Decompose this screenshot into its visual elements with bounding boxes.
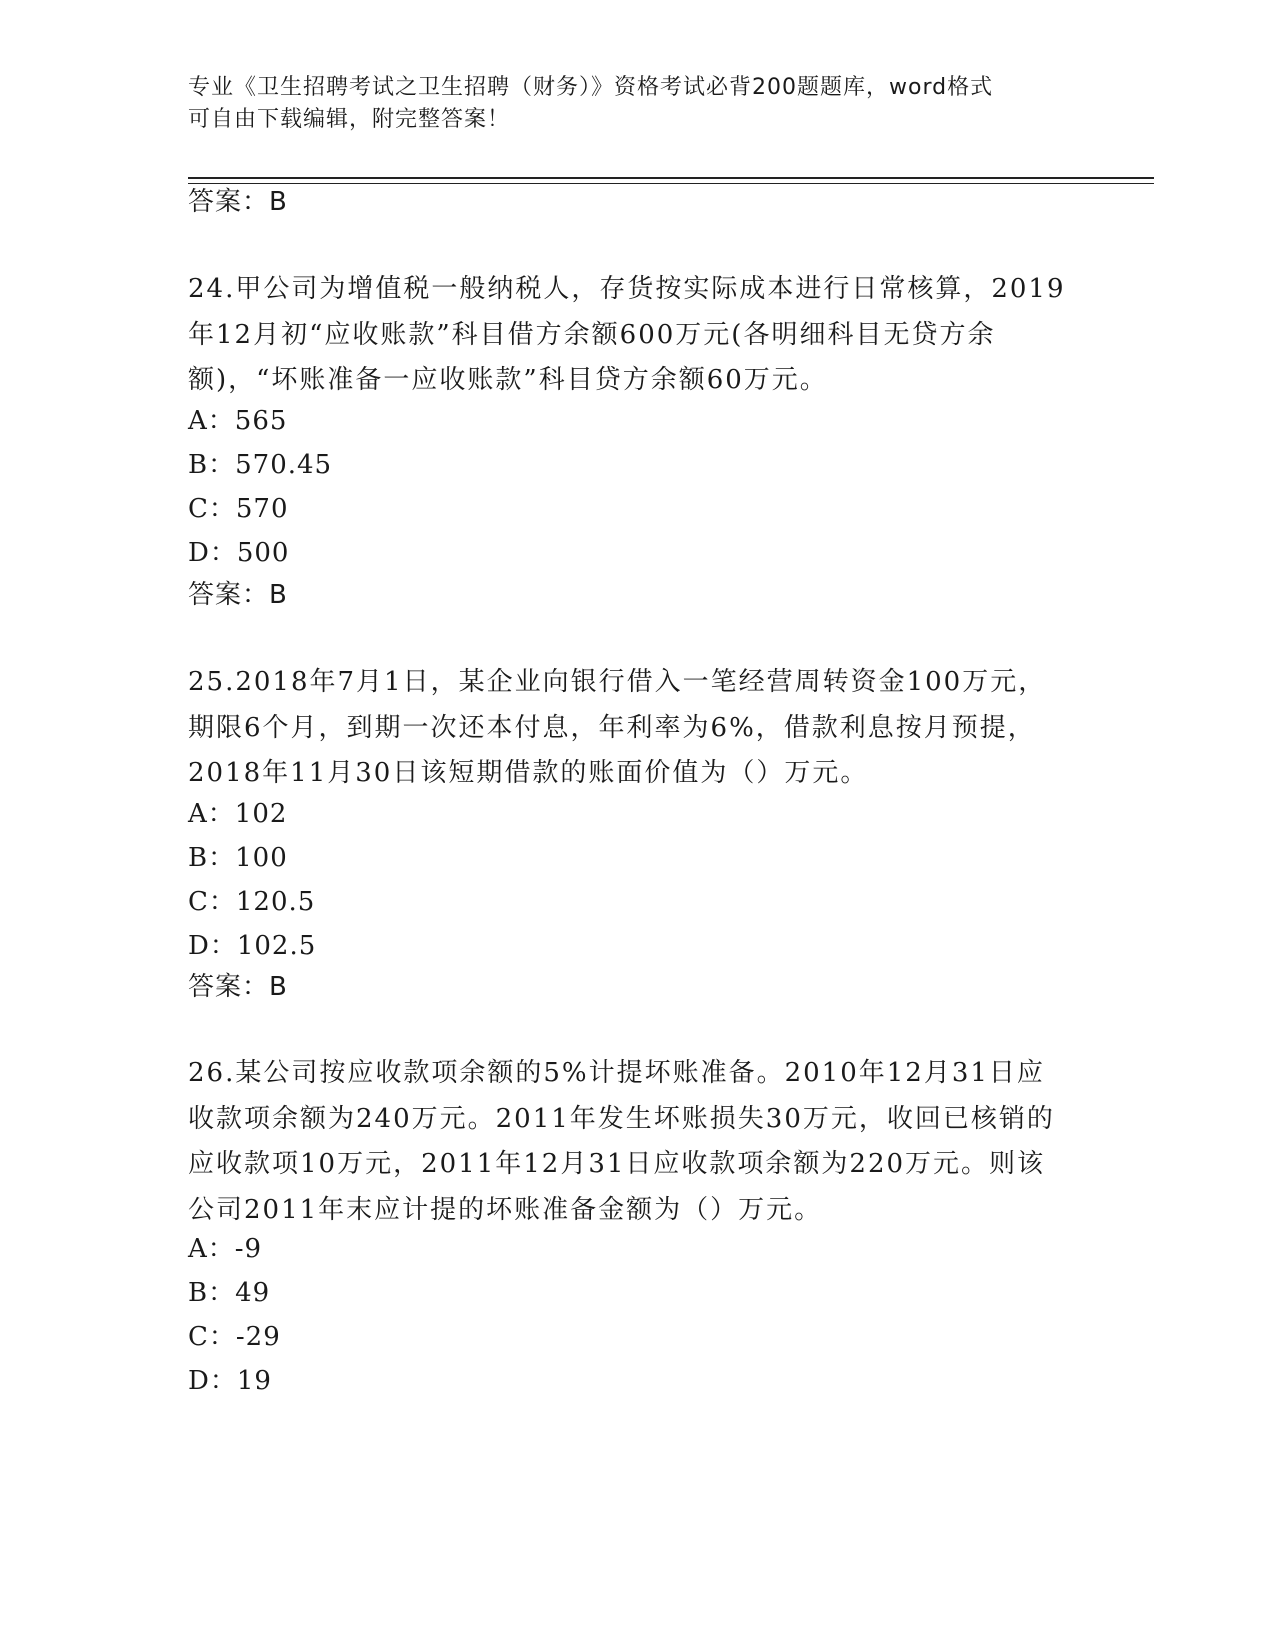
question-line: 年12月初“应收账款”科目借方余额600万元(各明细科目无贷方余	[188, 319, 996, 350]
header-line-2: 可自由下载编辑，附完整答案！	[188, 107, 511, 132]
question-line: 2018年11月30日该短期借款的账面价值为（）万元。	[188, 758, 869, 788]
header-divider-thin	[188, 183, 1154, 184]
question-line: 应收款项10万元，2011年12月31日应收款项余额为220万元。则该	[188, 1149, 1046, 1179]
question-24-option-a: A：565	[188, 406, 288, 436]
question-25-option-b: B：100	[188, 843, 288, 873]
question-24-option-c: C：570	[188, 494, 289, 524]
question-24-option-b: B：570.45	[188, 450, 333, 480]
question-26-text	[188, 1051, 1088, 1233]
question-26-option-a: A：-9	[188, 1234, 263, 1264]
header-line-1: 专业《卫生招聘考试之卫生招聘（财务）》资格考试必背200题题库，word格式	[188, 75, 994, 100]
question-line: 25.2018年7月1日，某企业向银行借入一笔经营周转资金100万元，	[188, 667, 1047, 697]
question-25-option-c: C：120.5	[188, 887, 316, 917]
question-line: 24.甲公司为增值税一般纳税人，存货按实际成本进行日常核算，2019	[188, 274, 1066, 304]
question-line: 公司2011年末应计提的坏账准备金额为（）万元。	[188, 1194, 823, 1225]
question-line: 收款项余额为240万元。2011年发生坏账损失30万元，收回已核销的	[188, 1103, 1055, 1134]
question-26-option-d: D：19	[188, 1366, 272, 1396]
question-24-answer: 答案：B	[188, 580, 288, 610]
question-26-option-c: C：-29	[188, 1322, 281, 1352]
header-divider	[188, 177, 1154, 179]
document-header	[188, 72, 1088, 136]
question-line: 26.某公司按应收款项余额的5%计提坏账准备。2010年12月31日应	[188, 1058, 1045, 1088]
question-25-text	[188, 660, 1088, 797]
question-26-option-b: B：49	[188, 1278, 271, 1308]
answer-previous-question: 答案：B	[188, 187, 288, 217]
question-25-option-d: D：102.5	[188, 931, 317, 961]
question-line: 额)，“坏账准备一应收账款”科目贷方余额60万元。	[188, 365, 828, 395]
question-line: 期限6个月，到期一次还本付息，年利率为6%，借款利息按月预提，	[188, 712, 1036, 743]
question-25-option-a: A：102	[188, 799, 288, 829]
question-24-option-d: D：500	[188, 538, 290, 568]
question-25-answer: 答案：B	[188, 972, 288, 1002]
question-24-text	[188, 267, 1088, 404]
